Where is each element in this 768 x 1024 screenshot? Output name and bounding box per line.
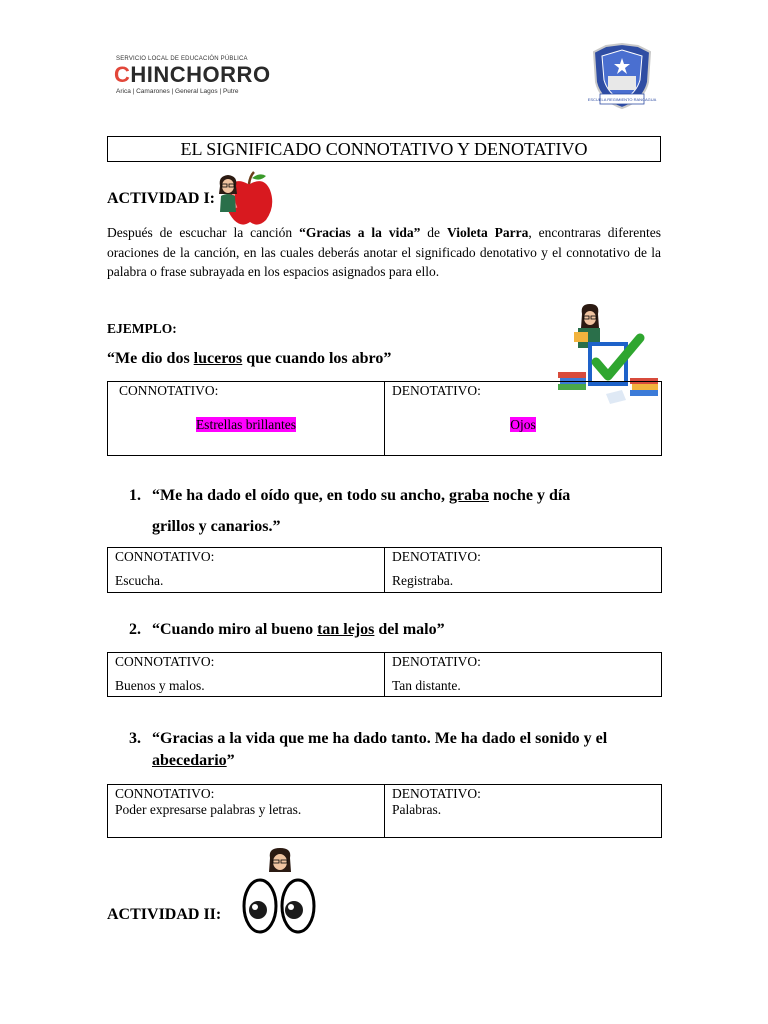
item-3-quote-line1	[152, 730, 607, 748]
item-1-underlined: graba	[448, 487, 489, 504]
crest-caption: ESCUELA REGIMIENTO RANCAGUA	[587, 97, 657, 102]
connotative-label: CONNOTATIVO:	[115, 786, 215, 801]
item-2-text-end: del malo”	[374, 621, 445, 638]
example-connotative-value: Estrellas brillantes	[195, 417, 297, 432]
example-denotative-cell	[385, 382, 662, 456]
item-3-quote-line2	[152, 752, 235, 770]
instructions-paragraph	[107, 223, 661, 282]
activity-2-heading: ACTIVIDAD II:	[107, 906, 222, 923]
denotative-label: DENOTATIVO:	[392, 786, 481, 801]
quote-text-end: que cuando los abro”	[242, 350, 392, 367]
item-1-denotative-cell	[385, 548, 662, 593]
logo-rest: HINCHORRO	[130, 62, 271, 87]
connotative-label: CONNOTATIVO:	[119, 383, 219, 398]
example-quote	[107, 350, 391, 368]
quote-underlined: luceros	[193, 350, 243, 367]
item-1-table	[107, 547, 662, 593]
item-1-quote-line2: grillos y canarios.”	[152, 518, 281, 535]
example-denotative-value: Ojos	[510, 417, 536, 432]
bitmoji-avatar	[216, 172, 240, 216]
item-3-denotative-cell	[385, 785, 662, 838]
logo-initial: C	[114, 62, 131, 87]
item-1-quote-line1	[152, 487, 570, 505]
para-text-3: , encontraras diferentes oraciones de la canción, en las cuales deberás anotar el significado denotativo y el connotativo de la palabra o frase subrayada en los espacios asignados para ello.	[107, 225, 662, 279]
item-1-number: 1.	[129, 487, 141, 504]
item-3-text: “Gracias a la vida que me ha dado tanto. Me ha dado el sonido y el	[152, 730, 608, 747]
item-1-denotative-value: Registraba.	[392, 573, 454, 588]
item-2-denotative-cell	[385, 653, 662, 697]
item-1-connotative-value: Escucha.	[115, 573, 164, 588]
song-title: “Gracias a la vida”	[299, 225, 421, 240]
example-table	[107, 381, 662, 456]
item-3-underlined: abecedario	[152, 752, 227, 769]
item-2-quote	[152, 621, 445, 639]
item-3-denotative-value: Palabras.	[392, 802, 442, 817]
quote-text: “Me dio dos	[107, 350, 194, 367]
eyes-icon	[240, 846, 322, 936]
item-2-denotative-value: Tan distante.	[392, 678, 461, 693]
crest-logo	[586, 42, 658, 112]
item-1-text: “Me ha dado el oído que, en todo su ancho,	[152, 487, 449, 504]
item-3-connotative-cell	[108, 785, 385, 838]
page-title: EL SIGNIFICADO CONNOTATIVO Y DENOTATIVO	[107, 136, 661, 162]
item-1-text-end: noche y día	[488, 487, 571, 504]
activity-1-heading: ACTIVIDAD I:	[107, 190, 216, 207]
item-2-connotative-value: Buenos y malos.	[115, 678, 205, 693]
item-2-table	[107, 652, 662, 697]
item-3-text-end: ”	[226, 752, 235, 769]
denotative-label: DENOTATIVO:	[392, 654, 481, 669]
author-name: Violeta Parra	[446, 225, 529, 240]
item-2-number: 2.	[129, 621, 141, 638]
denotative-label: DENOTATIVO:	[392, 549, 481, 564]
para-text-2: de	[420, 225, 447, 240]
para-text-1: Después de escuchar la canción	[107, 225, 300, 240]
org-small-text: SERVICIO LOCAL DE EDUCACIÓN PÚBLICA	[116, 56, 248, 62]
item-3-number: 3.	[129, 730, 141, 747]
org-comunas: Arica | Camarones | General Lagos | Putre	[116, 88, 239, 95]
item-2-connotative-cell	[108, 653, 385, 697]
item-2-text: “Cuando miro al bueno	[152, 621, 318, 638]
connotative-label: CONNOTATIVO:	[115, 654, 215, 669]
denotative-label: DENOTATIVO:	[392, 383, 481, 398]
item-3-table	[107, 784, 662, 838]
item-1-connotative-cell	[108, 548, 385, 593]
item-2-underlined: tan lejos	[317, 621, 375, 638]
example-label: EJEMPLO:	[107, 321, 177, 336]
org-logo	[114, 62, 271, 88]
connotative-label: CONNOTATIVO:	[115, 549, 215, 564]
item-3-connotative-value: Poder expresarse palabras y letras.	[115, 802, 302, 817]
example-connotative-cell	[108, 382, 385, 456]
